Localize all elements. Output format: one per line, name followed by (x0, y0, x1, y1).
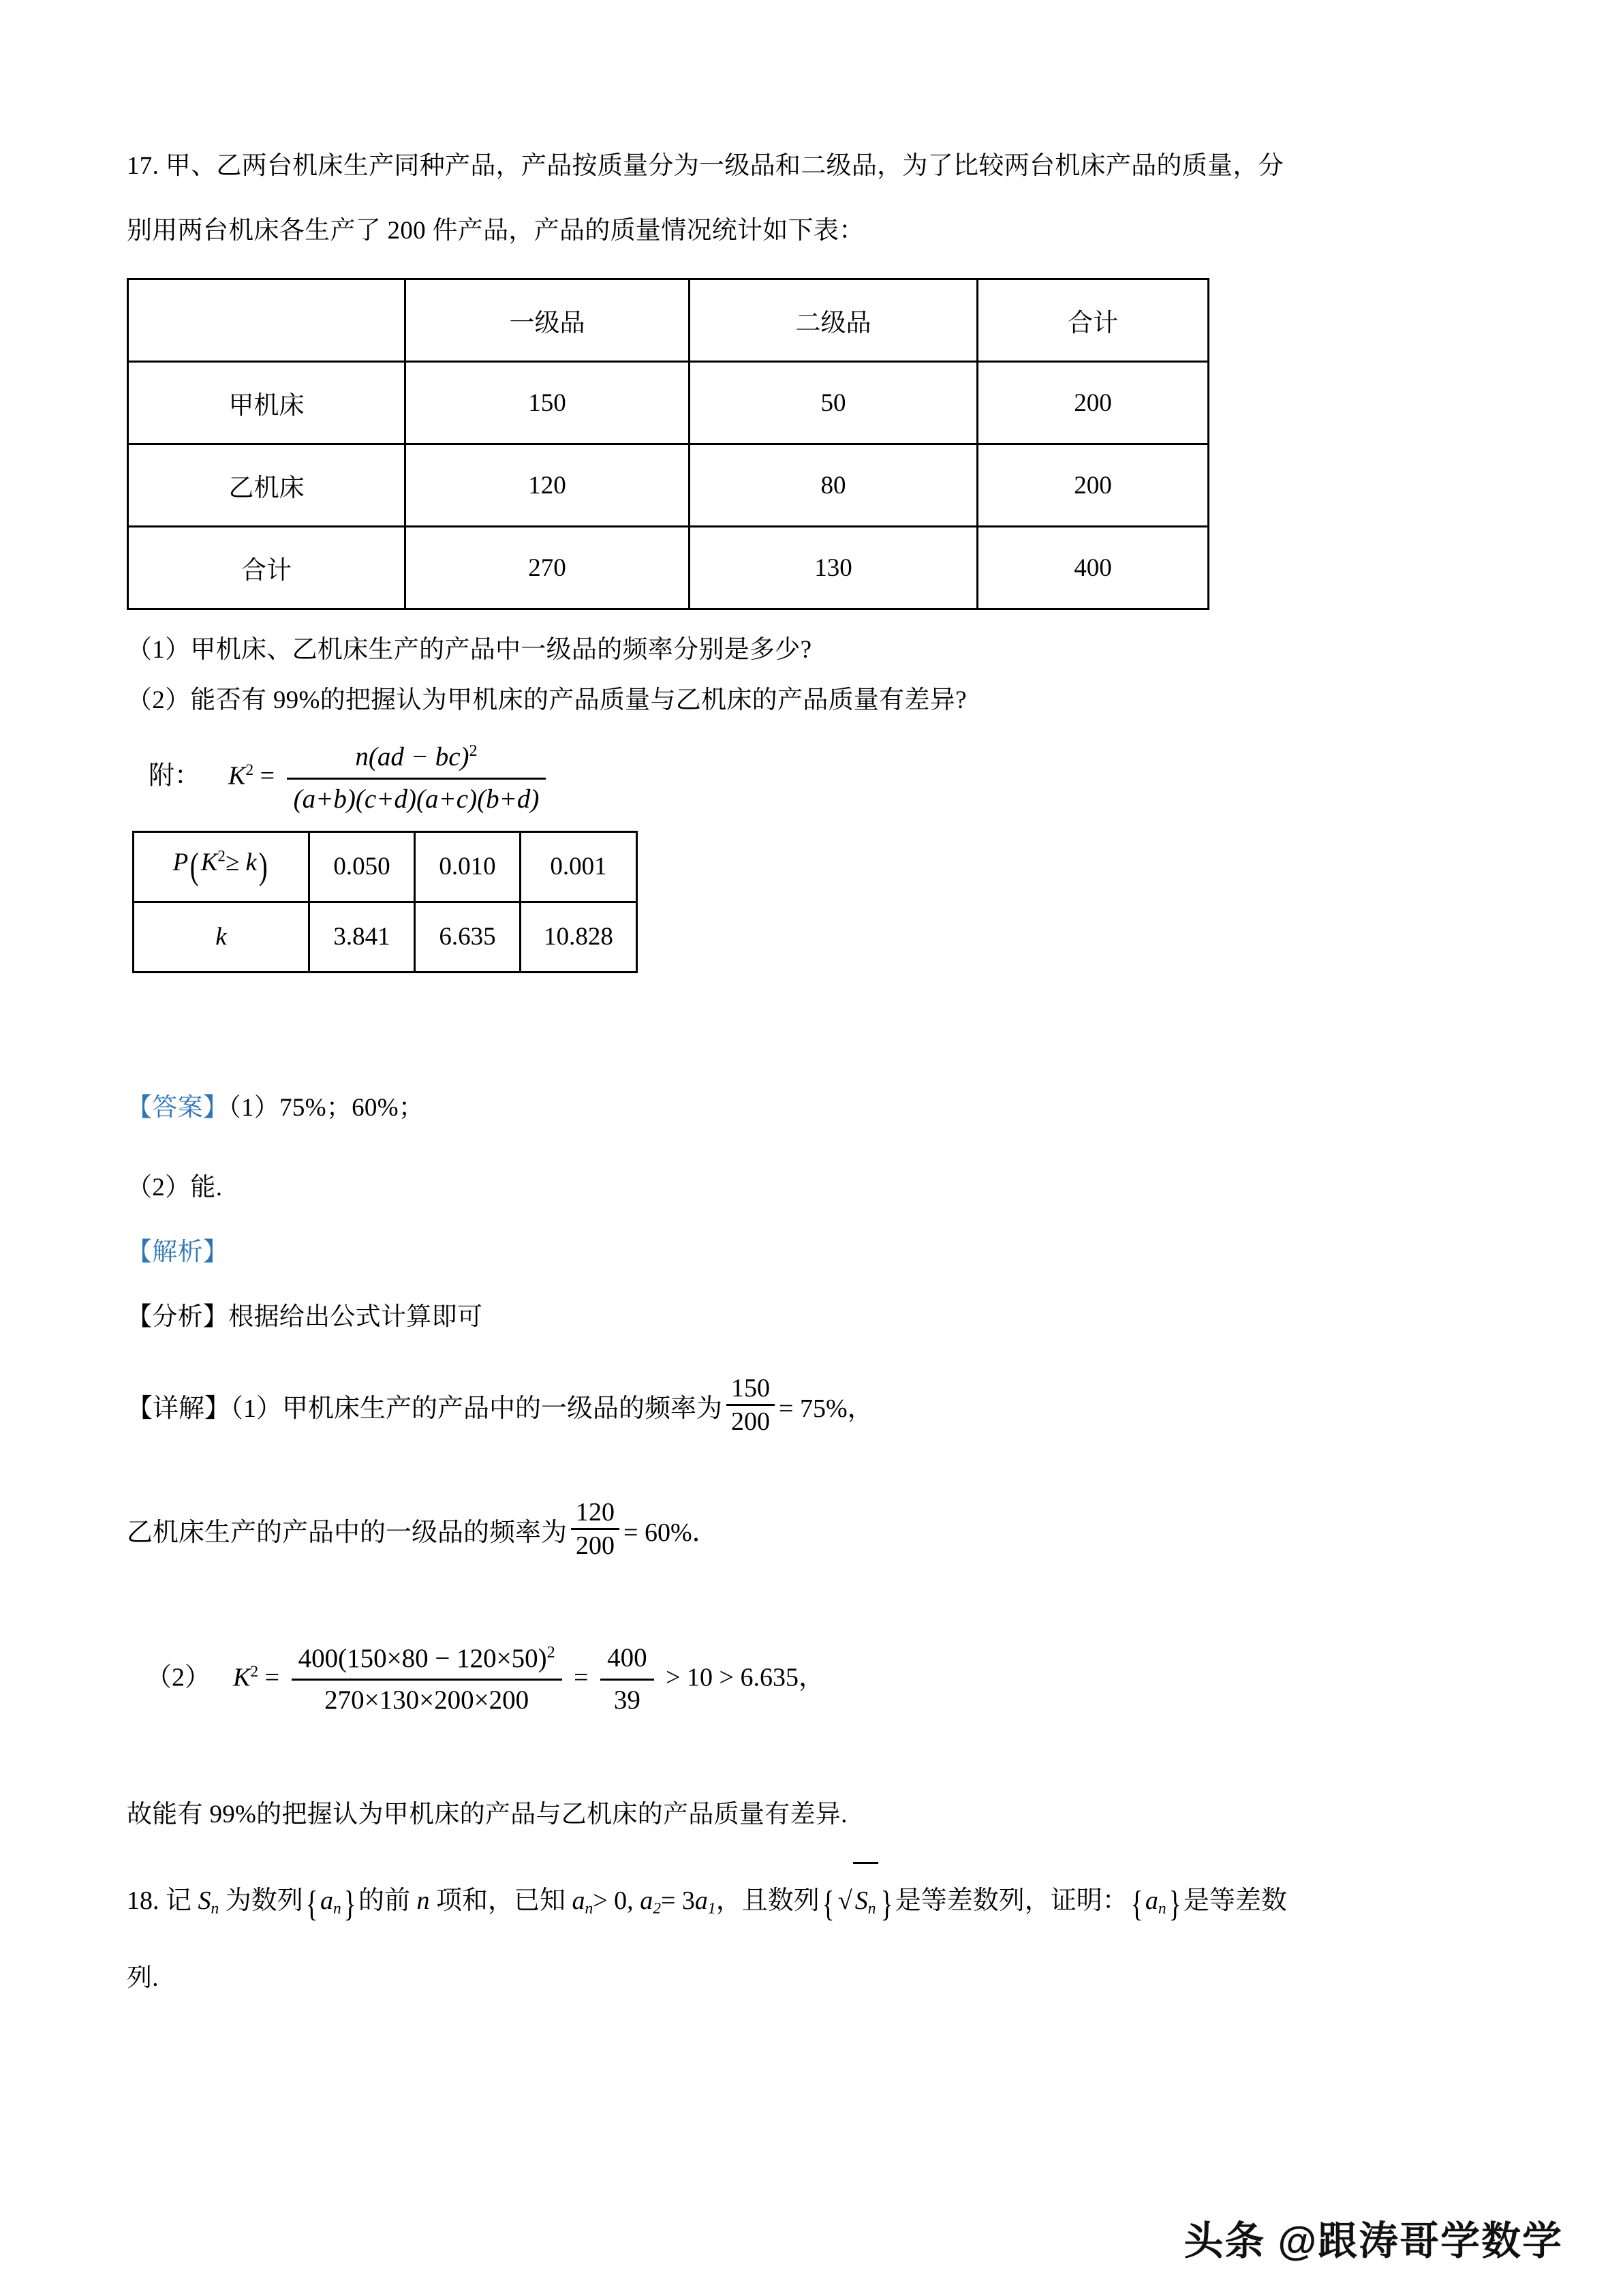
p18-seg-6: 是等差数列，证明： (895, 1886, 1128, 1916)
p18-an2: a (1145, 1886, 1158, 1916)
part-2-comparison-tail: > 10 > 6.635， (666, 1663, 824, 1692)
brace-close-3: } (1169, 1884, 1181, 1924)
p18-cond-an-subscript: n (585, 1899, 593, 1918)
p18-cond-a1: a (694, 1886, 708, 1916)
brace-close-1: } (343, 1884, 356, 1924)
p18-cond-an: a (572, 1886, 585, 1916)
sqrt-radicand: $S_n$ (853, 1862, 878, 1946)
part-2-equals: = (264, 1663, 280, 1692)
fenxi-line (127, 1285, 1496, 1349)
spacer (127, 726, 1496, 741)
chi-square-computation-numerator: $400(150\times 80 - 120\times 50)^2$ (292, 1642, 562, 1681)
p18-seg-5: ，且数列 (715, 1886, 820, 1916)
critical-p-value-1: 0.050 (309, 831, 415, 902)
problem-17-stem-text-1: 甲、乙两台机床生产同种产品，产品按质量分为一级品和二级品，为了比较两台机床产品的质量，分 (165, 152, 1284, 180)
paren-close: ) (258, 846, 268, 888)
chi-square-computation-denominator: 270×130×200×200 (324, 1685, 529, 1715)
page-content (127, 134, 1496, 2010)
table-header-row (128, 279, 1209, 362)
spacer (127, 610, 1496, 625)
p18-seg-3: 的前 (358, 1886, 410, 1916)
answer-tag: 【答案】 (127, 1093, 229, 1122)
spacer (127, 1717, 1496, 1782)
p18-seg-2: 为数列 (225, 1886, 303, 1916)
watermark-branding: 头条 @跟涛哥学数学 (1184, 2219, 1563, 2263)
chi-square-numerator: n(ad − bc)$^2$ (287, 741, 546, 780)
p18-cond-relation: > 0, (593, 1886, 634, 1916)
cell-b-total: 200 (978, 444, 1209, 527)
row-label-machine-a: 甲机床 (128, 362, 405, 444)
conclusion-line: 故能有 99%的把握认为甲机床的产品与乙机床的产品质量有差异. (127, 1801, 848, 1829)
p18-seg-7: 是等差数 (1183, 1886, 1287, 1916)
frequency-fraction-b: $\frac{120}{200}$ (571, 1498, 619, 1561)
chi-square-formula-block (127, 741, 1496, 816)
paren-open: ( (190, 846, 199, 888)
fenxi-text: 根据给出公式计算即可 (228, 1302, 483, 1331)
brace-open-2: { (822, 1884, 835, 1924)
detail-step-2 (127, 1488, 1496, 1577)
cell-a-grade1: 150 (405, 362, 690, 444)
critical-values-table (132, 831, 638, 973)
problem-17-stem-line-1 (127, 134, 1496, 198)
frequency-fraction-a: $\frac{150}{200}$ (726, 1374, 775, 1437)
part-2-lhs-exponent: 2 (250, 1662, 259, 1681)
problem-17-question-1: （1）甲机床、乙机床生产的产品中一级品的频率分别是多少? (127, 636, 812, 664)
formula-equals: = (260, 761, 275, 791)
cell-b-grade1: 120 (405, 444, 690, 527)
critical-table-k-label: k (134, 902, 309, 972)
chi-square-fraction (287, 741, 546, 816)
chi-square-computation-fraction (292, 1642, 562, 1717)
detail-1-suffix: = 75%， (779, 1394, 874, 1423)
detail-1-prefix: （1）甲机床生产的产品中的一级品的频率为 (230, 1394, 723, 1423)
p18-Sn: S (198, 1886, 211, 1916)
formula-lhs-K: K (228, 761, 246, 791)
detail-2-prefix: 乙机床生产的产品中的一级品的频率为 (127, 1518, 568, 1547)
p18-an-subscript: n (333, 1899, 341, 1918)
cell-grand-total: 400 (978, 527, 1209, 609)
detail-step-part-2 (127, 1642, 1496, 1717)
table-header-grade-2: 二级品 (690, 279, 978, 362)
p18-cond-a2-subscript: 2 (653, 1899, 661, 1918)
formula-lhs-exponent: 2 (245, 761, 254, 779)
analysis-tag-line (127, 1220, 1496, 1285)
part-2-label: （2） (146, 1663, 211, 1692)
p18-n: n (416, 1886, 430, 1916)
spacer (127, 263, 1496, 278)
detail-2-suffix: = 60%． (623, 1518, 718, 1547)
table-header-corner (128, 279, 405, 362)
fenxi-tag: 【分析】 (127, 1302, 229, 1331)
sqrt-icon: √ $S_n$ (837, 1862, 878, 1946)
p18-an: a (320, 1886, 333, 1916)
table-header-grade-1: 一级品 (405, 279, 690, 362)
p18-seg-1: 记 (166, 1886, 192, 1916)
table-row (134, 831, 637, 902)
table-row (134, 902, 637, 972)
p18-cond-a2: a (640, 1886, 653, 1916)
cell-total-grade1: 270 (405, 527, 690, 609)
row-label-total: 合计 (128, 527, 405, 609)
spacer (127, 1847, 1496, 1862)
chi-square-denominator: (a+b)(c+d)(a+c)(b+d) (293, 784, 540, 814)
p18-cond-equals: = 3 (660, 1886, 695, 1916)
table-row (128, 444, 1209, 527)
problem-18-line-1 (127, 1862, 1496, 1946)
p18-an2-subscript: n (1158, 1899, 1166, 1918)
problem-17-question-2: （2）能否有 99%的把握认为甲机床的产品质量与乙机床的产品质量有差异? (127, 686, 967, 714)
answer-text-1: （1）75%；60%； (228, 1093, 424, 1122)
cell-a-grade2: 50 (690, 362, 978, 444)
quality-statistics-table (127, 278, 1209, 610)
problem-18-line-2: 列. (127, 1963, 159, 1992)
critical-k-value-2: 6.635 (415, 902, 521, 972)
detail-step-1 (127, 1364, 1496, 1453)
part-2-lhs-K: K (233, 1663, 251, 1692)
critical-p-value-3: 0.001 (521, 831, 637, 902)
p18-seg-4: 项和，已知 (435, 1886, 566, 1916)
critical-k-value-3: 10.828 (521, 902, 637, 972)
brace-open-3: { (1130, 1884, 1143, 1924)
part-2-equals-2: = (574, 1663, 589, 1692)
table-header-total: 合计 (978, 279, 1209, 362)
row-label-machine-b: 乙机床 (128, 444, 405, 527)
answer-line-1 (127, 1075, 1496, 1140)
table-row (128, 527, 1209, 609)
cell-b-grade2: 80 (690, 444, 978, 527)
brace-open-1: { (305, 1884, 318, 1924)
spacer (127, 1349, 1496, 1364)
critical-table-probability-label: $P(K^2\ge k)$ (134, 831, 309, 902)
cell-a-total: 200 (978, 362, 1209, 444)
analysis-tag: 【解析】 (127, 1238, 229, 1266)
result-numerator: 400 (600, 1642, 654, 1681)
critical-k-value-1: 3.841 (309, 902, 415, 972)
spacer (127, 1140, 1496, 1155)
p18-Sn-subscript: n (211, 1899, 219, 1918)
cell-total-grade2: 130 (690, 527, 978, 609)
xiangjie-tag: 【详解】 (127, 1394, 231, 1423)
problem-17-stem-line-2: 别用两台机床各生产了 200 件产品，产品的质量情况统计如下表： (127, 217, 865, 245)
brace-close-2: } (880, 1884, 893, 1924)
spacer (127, 1577, 1496, 1642)
table-row (128, 362, 1209, 444)
formula-attach-label: 附： (149, 761, 201, 791)
critical-p-value-2: 0.010 (415, 831, 521, 902)
p18-cond-a1-subscript: 1 (707, 1899, 716, 1918)
result-denominator: 39 (613, 1685, 640, 1715)
spacer (127, 1453, 1496, 1488)
problem-17-number: 17. (127, 152, 159, 180)
chi-square-result-fraction (600, 1642, 654, 1717)
problem-18-number: 18. (127, 1886, 159, 1916)
spacer (127, 973, 1496, 1075)
answer-line-2: （2）能. (127, 1173, 223, 1201)
spacer (127, 816, 1496, 831)
